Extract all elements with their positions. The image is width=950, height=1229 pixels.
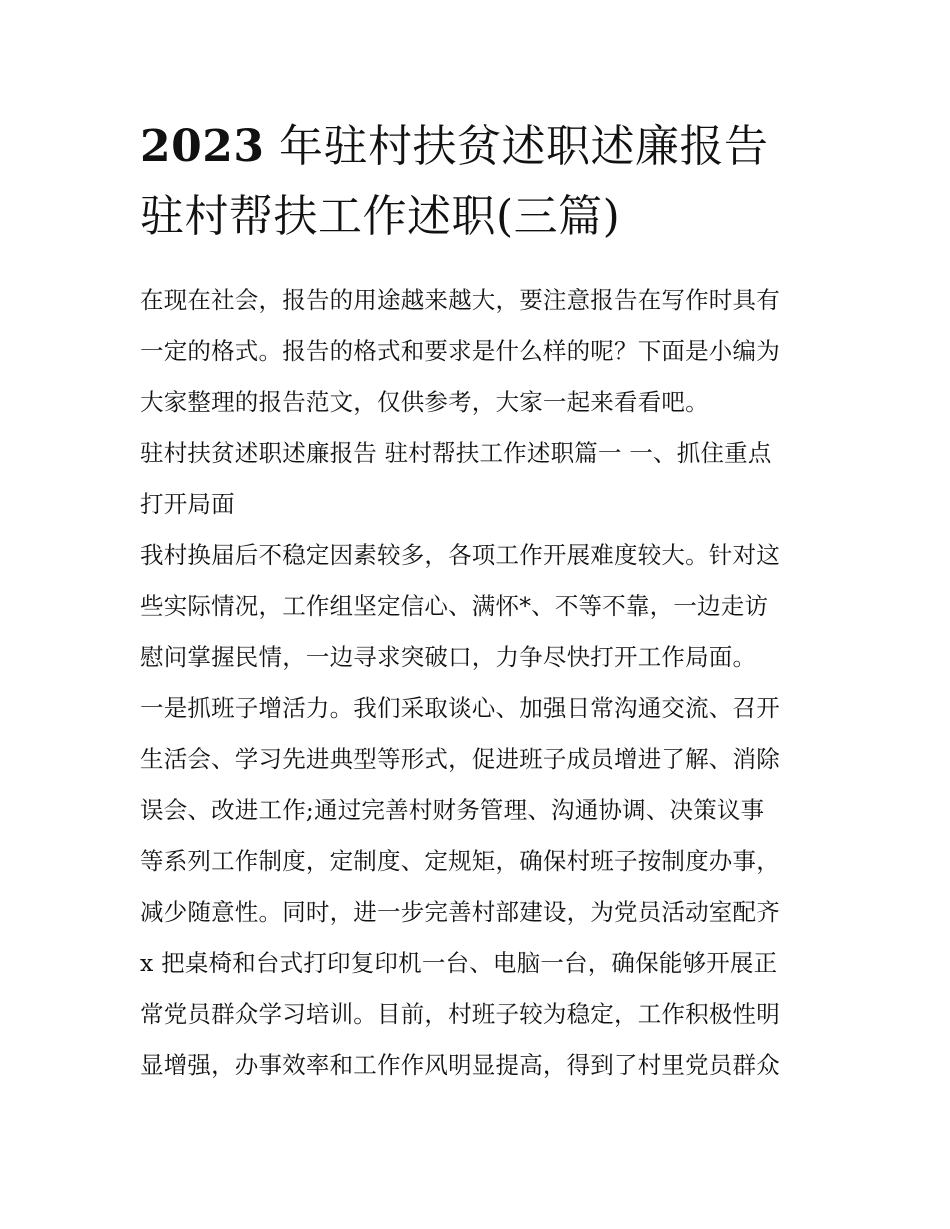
body-line: 大家整理的报告范文，仅供参考，大家一起来看看吧。 bbox=[140, 388, 709, 416]
body-line: 等系列工作制度，定制度、定规矩，确保村班子按制度办事， bbox=[140, 847, 780, 875]
body-line: 一定的格式。报告的格式和要求是什么样的呢？下面是小编为 bbox=[140, 337, 780, 365]
body-line: 慰问掌握民情，一边寻求突破口，力争尽快打开工作局面。 bbox=[140, 643, 757, 671]
body-line: 常党员群众学习培训。目前，村班子较为稳定，工作积极性明 bbox=[140, 1000, 780, 1028]
body-line: 在现在社会，报告的用途越来越大，要注意报告在写作时具有 bbox=[140, 286, 780, 314]
body-line: 生活会、学习先进典型等形式，促进班子成员增进了解、消除 bbox=[140, 745, 780, 773]
body-line: 些实际情况，工作组坚定信心、满怀*、不等不靠，一边走访 bbox=[140, 592, 769, 620]
body-line: x 把桌椅和台式打印复印机一台、电脑一台，确保能够开展正 bbox=[140, 949, 778, 977]
body-line: 减少随意性。同时，进一步完善村部建设，为党员活动室配齐 bbox=[140, 898, 780, 926]
title-line-1-text: 年驻村扶贫述职述廉报告 bbox=[264, 121, 769, 172]
body-line: 一是抓班子增活力。我们采取谈心、加强日常沟通交流、召开 bbox=[140, 694, 780, 722]
document-body bbox=[140, 275, 820, 1091]
document-title bbox=[140, 112, 820, 252]
body-line: 误会、改进工作;通过完善村财务管理、沟通协调、决策议事 bbox=[140, 796, 765, 824]
title-year: 2023 bbox=[140, 121, 265, 172]
title-line-2: 驻村帮扶工作述职(三篇) bbox=[140, 191, 621, 242]
section-heading-line: 驻村扶贫述职述廉报告 驻村帮扶工作述职篇一 一、抓住重点 bbox=[140, 439, 772, 467]
title-line-1 bbox=[140, 112, 820, 182]
section-heading-line: 打开局面 bbox=[140, 490, 235, 518]
body-line: 显增强，办事效率和工作作风明显提高，得到了村里党员群众 bbox=[140, 1051, 780, 1079]
body-line: 我村换届后不稳定因素较多，各项工作开展难度较大。针对这 bbox=[140, 541, 780, 569]
